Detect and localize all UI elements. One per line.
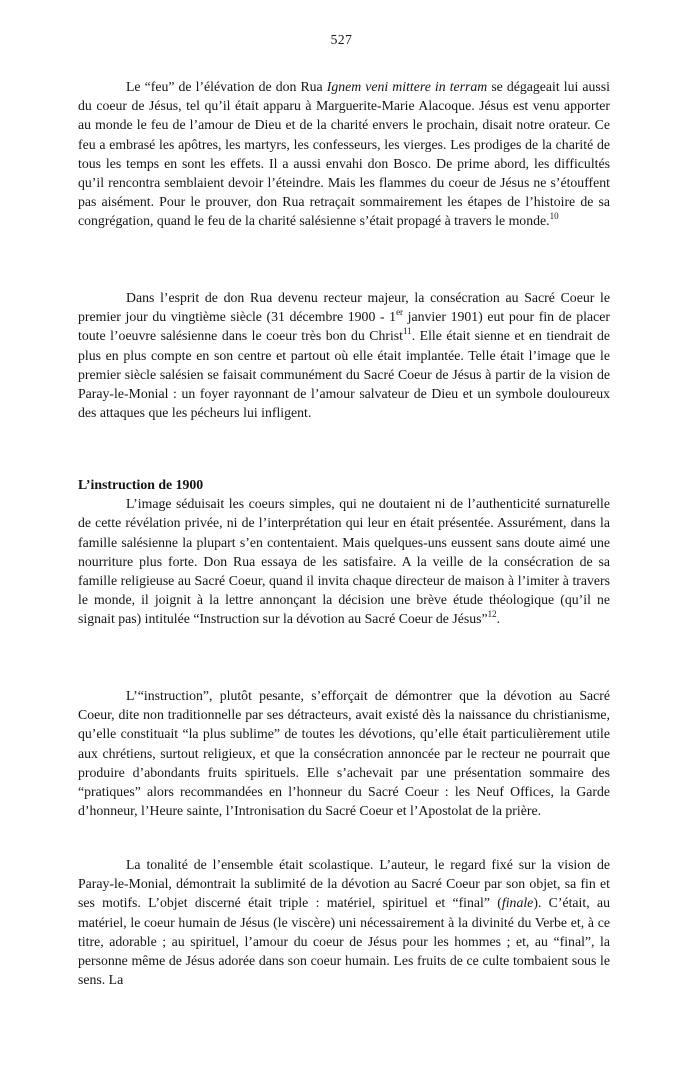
paragraph-2-text-c: . Elle était sienne et en tiendrait de plus en plus compte en son centre et partout où elle était implantée. Telle était l’image que le premier siècle salésien se faisait communément du Sacré Coeur de Jésus à partir de la vision de Paray-le-Monial : un foyer rayonnant de l’amour salvateur de Dieu et un symbole douloureux des attaques que les pécheurs lui infligent. bbox=[78, 328, 610, 421]
paragraph-2-text-b: janvier 1901) eut pour fin de placer toute l’oeuvre salésienne dans le coeur très bon du Christ bbox=[78, 309, 610, 344]
paragraph-3-text-b: . bbox=[496, 611, 501, 627]
section-heading: L’instruction de 1900 bbox=[78, 477, 204, 492]
paragraph-5 bbox=[78, 855, 610, 989]
footnote-ref-11: 11 bbox=[403, 326, 412, 337]
paragraph-5-text-b: ). C’était, au matériel, le coeur humain de Jésus (le viscère) uni nécessairement à la divinité du Verbe et, à ce titre, adorable ; au spirituel, l’amour du coeur de Jésus pour les hommes ; et, au “final”, la personne même de Jésus adorée dans son coeur humain. Les fruits de ce culte tombaient sous le sens. La bbox=[78, 895, 610, 988]
paragraph-1-text-a: Le “feu” de l’élévation de don Rua bbox=[126, 79, 327, 94]
paragraph-5-italic-term: finale bbox=[501, 895, 534, 911]
footnote-ref-10: 10 bbox=[549, 211, 559, 222]
paragraph-4-text: L’“instruction”, plutôt pesante, s’efforçait de démontrer que la dévotion au Sacré Coeur, dite non traditionnelle par ses détracteurs, avait existé dès la naissance du christianisme, qu’elle constituait “la plus sublime” de toutes les dévotions, qu’elle était particulièrement utile aux chrétiens, surtout religieux, et que la consécration annoncée par le recteur ne pourrait que produire d’abondants fruits spirituels. Elle s’achevait par une présentation sommaire des “pratiques” alors recommandées en l’honneur du Sacré Coeur : les Neuf Offices, la Garde d’honneur, l’Heure sainte, l’Intronisation du Sacré Coeur et l’Apostolat de la prière. bbox=[78, 688, 610, 819]
paragraph-1-latin-quote: Ignem veni mittere in terram bbox=[326, 79, 488, 94]
paragraph-3-text-a: L’image séduisait les coeurs simples, qui ne doutaient ni de l’authenticité surnaturelle de cette révélation privée, ni de l’interprétation qui leur en était présentée. Assurément, dans la famille salésienne la plupart s’en contentaient. Mais quelques-uns eussent sans doute aimé une nourriture plus forte. Don Rua essaya de les satisfaire. A la veille de la consécration de sa famille religieuse au Sacré Coeur, quand il invita chaque directeur de maison à l’imiter à travers le monde, il joignit à la lettre annonçant la décision une brève étude théologique (qu’il ne signait pas) intitulée “Instruction sur la dévotion au Sacré Coeur de Jésus” bbox=[78, 496, 610, 627]
paragraph-4 bbox=[78, 686, 610, 820]
paragraph-1-text-b: se dégageait lui aussi du coeur de Jésus, tel qu’il était apparu à Marguerite-Marie Alacoque. Jésus est venu apporter au monde le feu de l’amour de Dieu et de la charité envers le prochain, disait notre orateur. Ce feu a embrasé les apôtres, les martyrs, les confesseurs, les vierges. Les prodiges de la charité de tous les temps en sont les effets. Il a aussi envahi don Bosco. De prime abord, les difficultés qu’il rencontra semblaient devoir l’éteindre. Mais les flammes du coeur de Jésus ne s’étouffent pas aisément. Pour le prouver, don Rua retraçait sommairement les étapes de l’histoire de sa congrégation, quand le feu de la charité salésienne s’était propagé à travers le monde. bbox=[78, 79, 610, 229]
page-number: 527 bbox=[330, 32, 353, 47]
paragraph-2 bbox=[78, 288, 610, 422]
footnote-ref-12: 12 bbox=[487, 609, 497, 620]
paragraph-2-text-a: Dans l’esprit de don Rua devenu recteur majeur, la consécration au Sacré Coeur le premier jour du vingtième siècle (31 décembre 1900 - 1 bbox=[78, 290, 610, 325]
ordinal-superscript: er bbox=[396, 307, 404, 318]
paragraph-5-text-a: La tonalité de l’ensemble était scolastique. L’auteur, le regard fixé sur la vision de Paray-le-Monial, démontrait la sublimité de la dévotion au Sacré Coeur par son objet, sa fin et ses motifs. L’objet discerné était triple : matériel, spirituel et “final” ( bbox=[78, 857, 610, 911]
section-instruction-1900 bbox=[78, 475, 610, 629]
paragraph-1 bbox=[78, 77, 610, 231]
